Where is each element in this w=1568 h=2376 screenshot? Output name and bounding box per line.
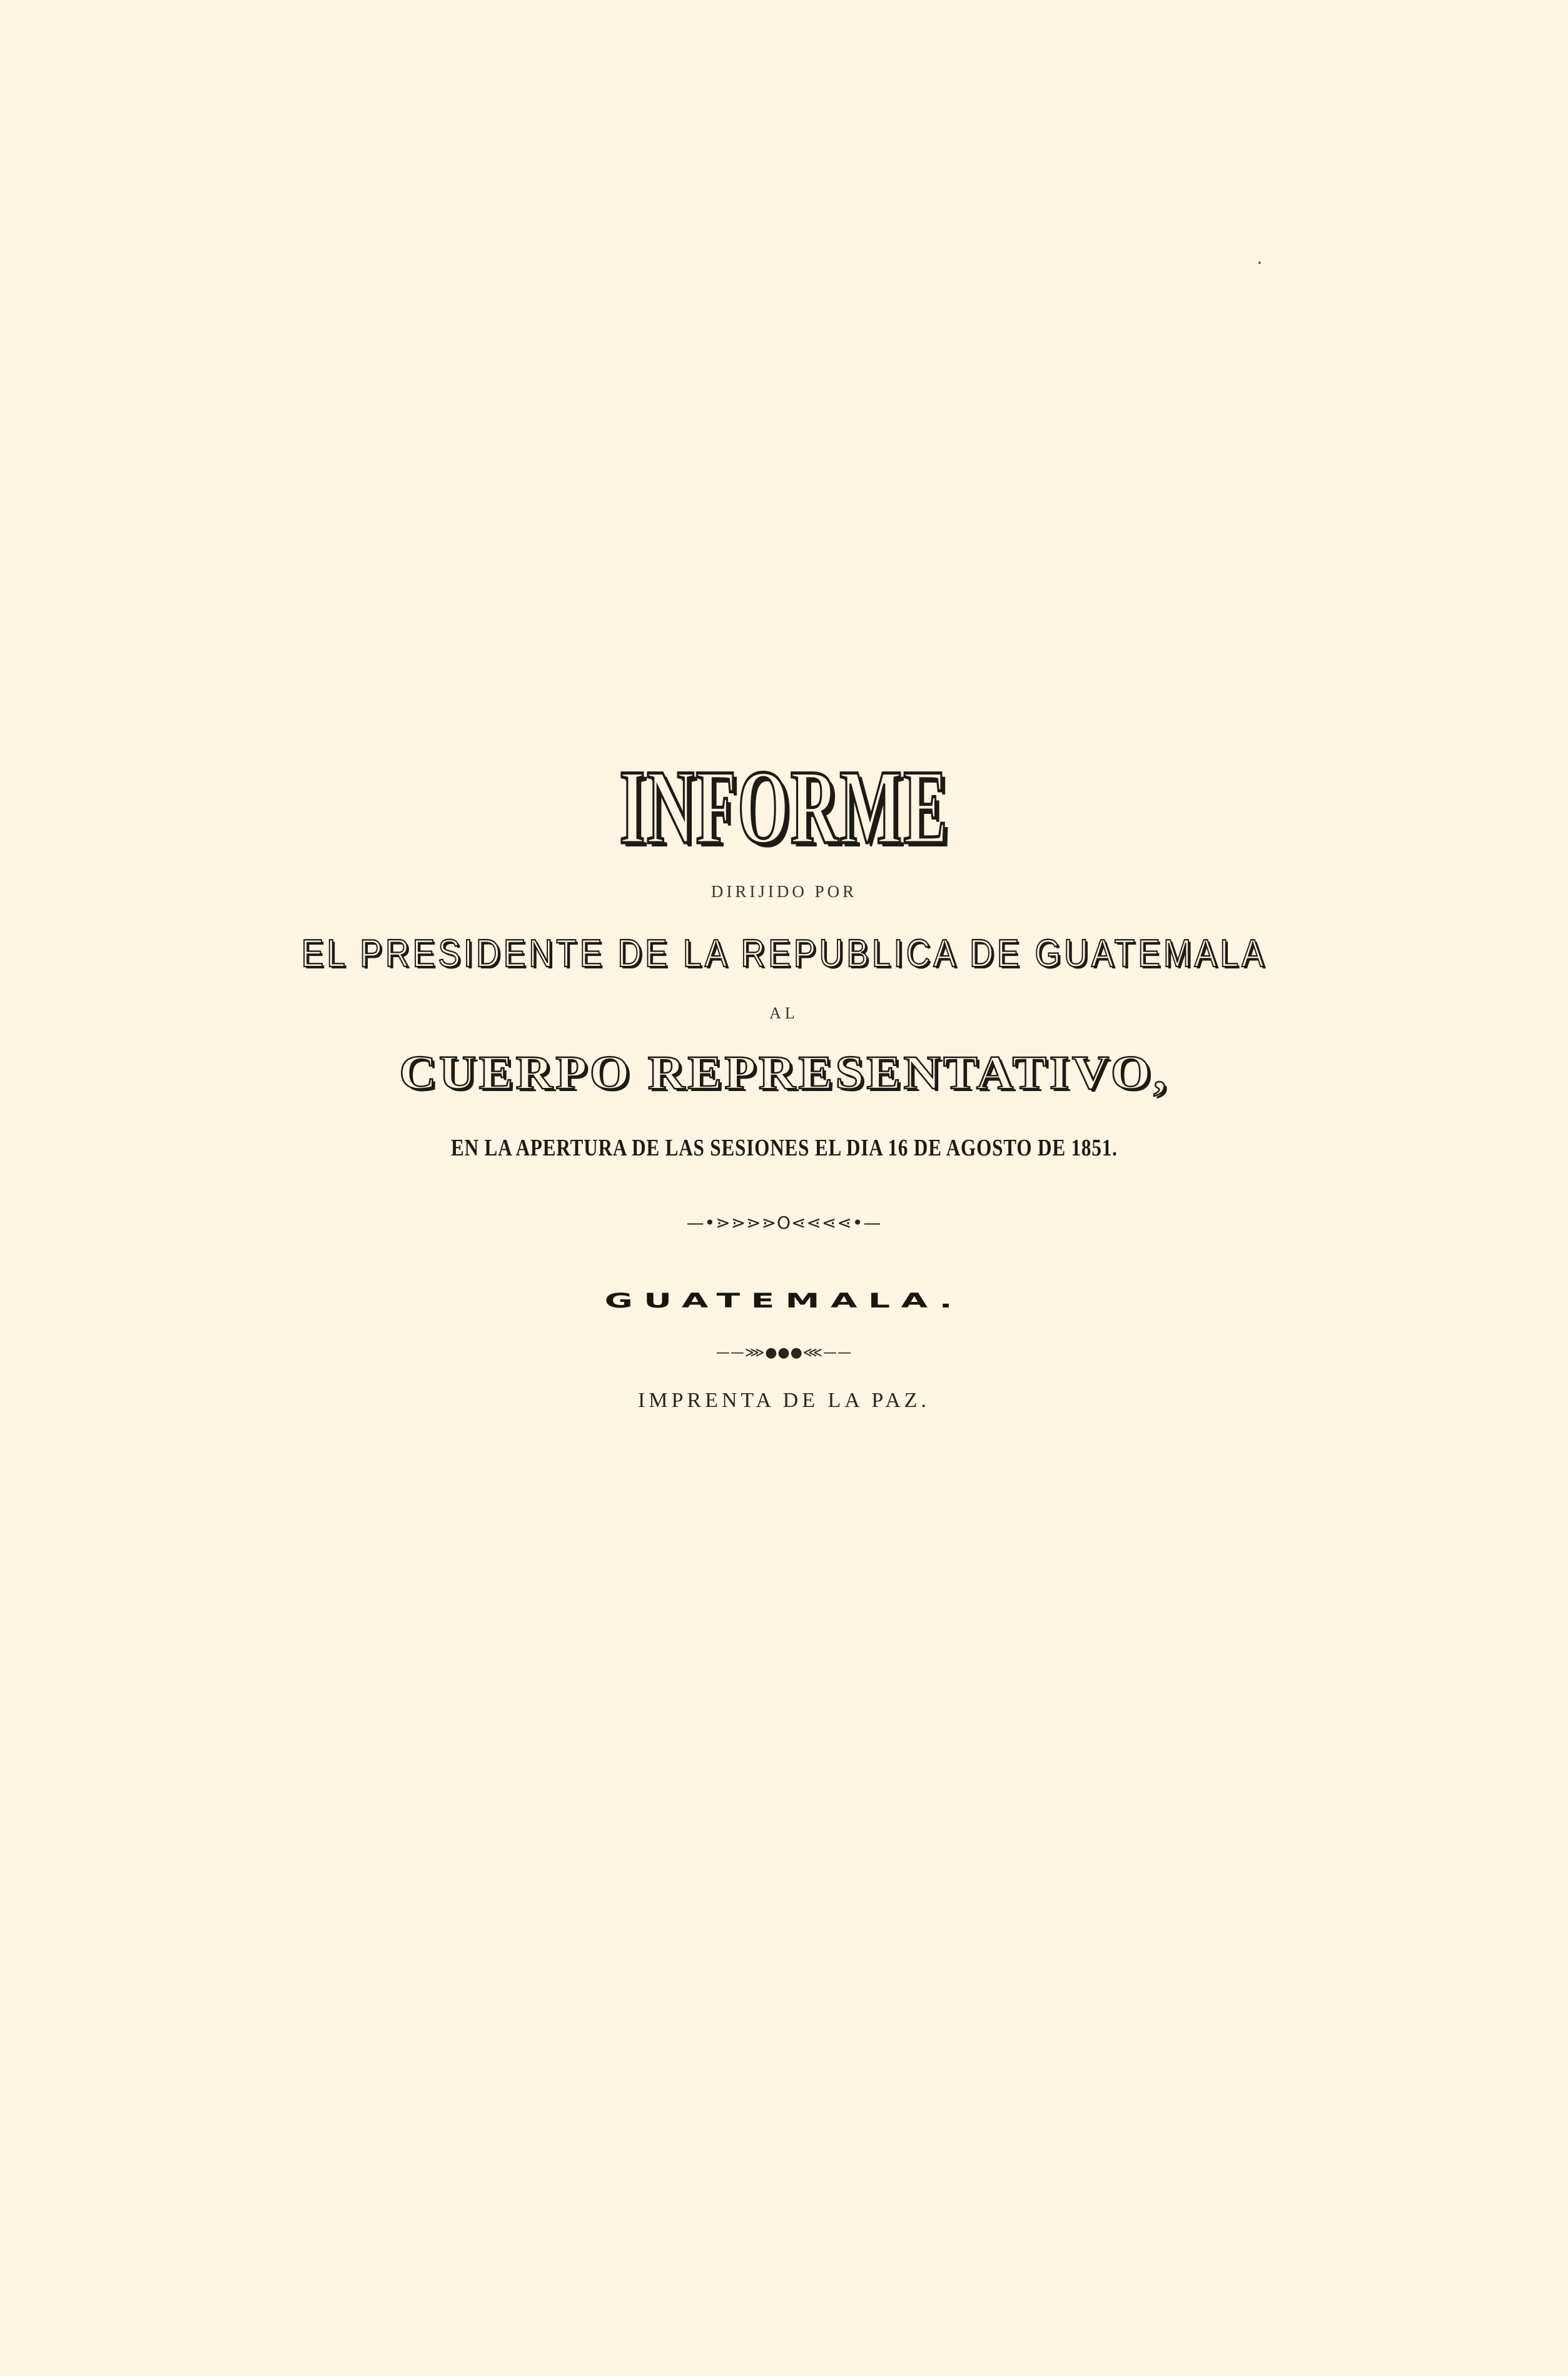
occasion-line bbox=[0, 1132, 1568, 1164]
paper-speck bbox=[1258, 261, 1261, 264]
ornament-divider-bottom: ——⋙●●●⋘—— bbox=[716, 1345, 852, 1361]
recipient-text: CUERPO REPRESENTATIVO, bbox=[399, 1047, 1169, 1099]
title-text: INFORME bbox=[619, 748, 949, 866]
recipient-line bbox=[0, 1048, 1568, 1098]
author-line bbox=[0, 932, 1568, 976]
printer-line: IMPRENTA DE LA PAZ. bbox=[637, 1389, 931, 1412]
addressed-by-line: DIRIJIDO POR bbox=[711, 882, 857, 901]
occasion-text: EN LA APERTURA DE LAS SESIONES EL DIA 16 DE AGOSTO DE 1851. bbox=[450, 1135, 1118, 1161]
document-title bbox=[0, 748, 1568, 866]
to-line: AL bbox=[769, 1004, 799, 1022]
ornament-divider-top: —•⋗⋗⋗⋗O⋖⋖⋖⋖•— bbox=[686, 1212, 882, 1233]
city-text: GUATEMALA. bbox=[604, 1289, 964, 1312]
author-text: EL PRESIDENTE DE LA REPUBLICA DE GUATEMALA bbox=[301, 932, 1267, 975]
city-line bbox=[0, 1282, 1568, 1320]
